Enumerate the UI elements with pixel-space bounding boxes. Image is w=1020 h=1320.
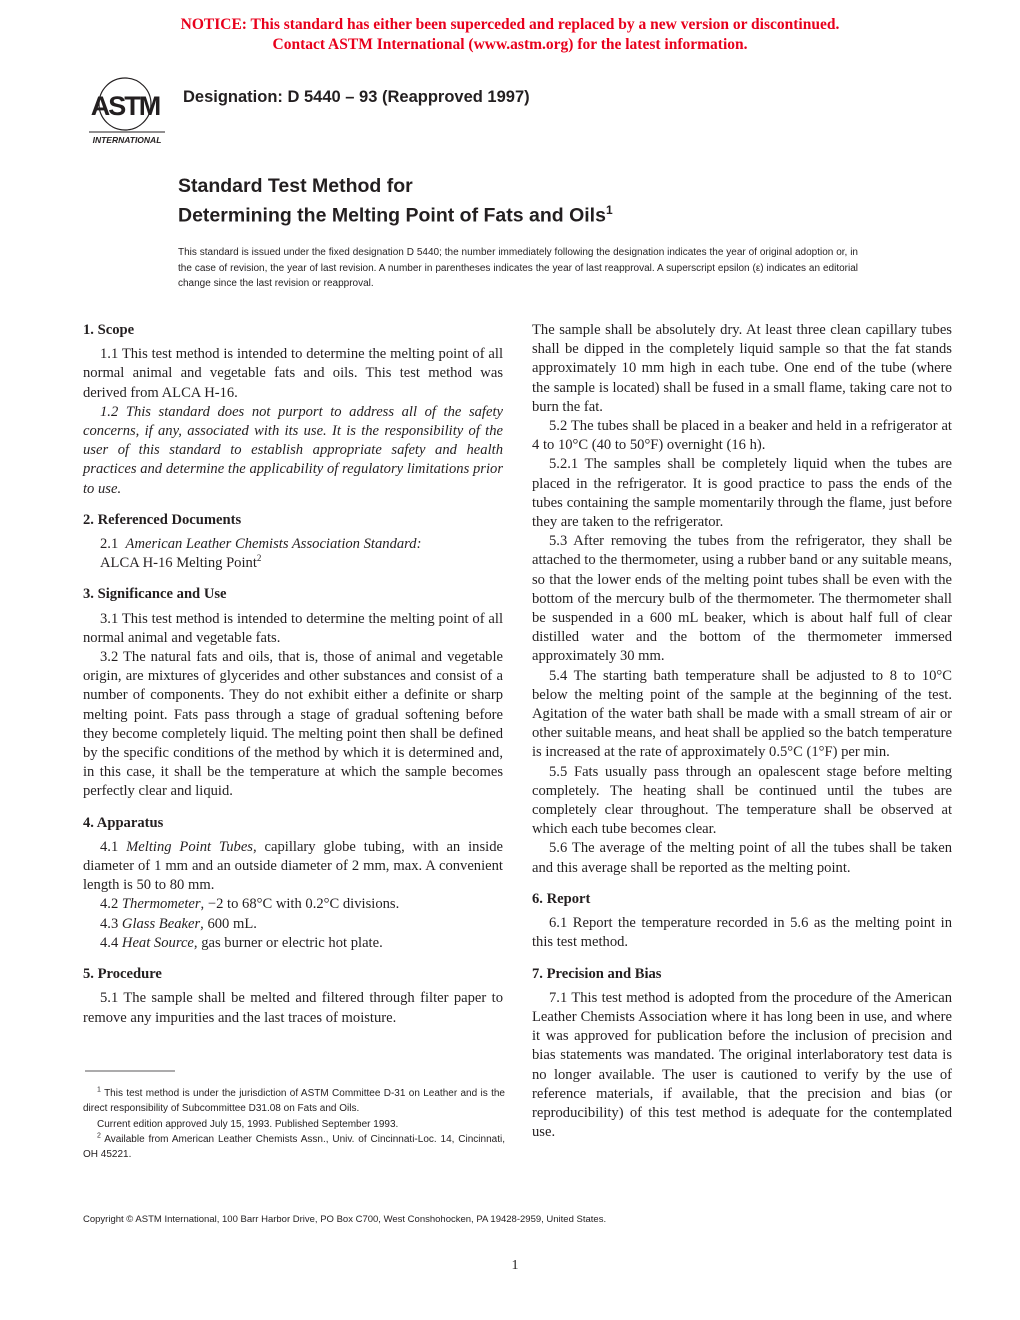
paragraph-italic: Melting Point Tubes [126, 838, 253, 855]
notice-line-2: Contact ASTM International (www.astm.org) for the latest information. [272, 36, 748, 53]
paragraph [83, 535, 503, 554]
section-heading: 7. Precision and Bias [532, 965, 662, 982]
copyright: Copyright © ASTM International, 100 Barr Harbor Drive, PO Box C700, West Conshohocken, PA 19428-2959, United States. [83, 1214, 607, 1225]
title-line-2 [178, 198, 613, 228]
notice-line-1: NOTICE: This standard has either been superceded and replaced by a new version or discontinued. [180, 16, 840, 33]
title-line-1: Standard Test Method for [178, 175, 413, 197]
paragraph-number: 4.2 [100, 896, 119, 913]
section-heading: 6. Report [532, 890, 591, 907]
paragraph-text: , −2 to 68°C with 0.2°C divisions. [200, 896, 400, 913]
paragraph [83, 934, 503, 953]
paragraph-text: , capillary globe tubing, with an inside diameter of 1 mm and an outside diameter of 2 mm, max. A convenient length is 50 to 80 mm. [83, 838, 503, 894]
paragraph [83, 838, 503, 896]
paragraph-italic: American Leather Chemists Association Standard: [125, 536, 422, 553]
document-title [178, 174, 613, 228]
paragraph-text: ALCA H-16 Melting Point [100, 555, 257, 572]
section-heading: 3. Significance and Use [83, 586, 227, 603]
paragraph: 1.1 This test method is intended to determine the melting point of all normal animal and vegetable fats and oils. This test method was derived from ALCA H-16. [83, 346, 503, 401]
footnote-mark: 1 [97, 1086, 101, 1094]
footnote-text: This test method is under the jurisdiction of ASTM Committee D-31 on Leather and is the direct responsibility of Subcommittee D31.08 on Fats and Oils. [83, 1088, 505, 1115]
paragraph-italic: 1.2 This standard does not purport to address all of the safety concerns, if any, associated with its use. It is the responsibility of the user of this standard to establish appropriate safety and health practices and determine the applicability of regulatory limitations prior to use. [83, 403, 503, 497]
paragraph-number: 4.4 [100, 934, 119, 951]
paragraph: 5.2.1 The samples shall be completely liquid when the tubes are placed in the refrigerator. It is good practice to pass the ends of the tubes containing the sample momentarily through the flame, just before they are taken to the refrigerator. [532, 456, 952, 531]
paragraph [83, 915, 503, 934]
paragraph-number: 4.1 [100, 838, 119, 855]
paragraph: 5.5 Fats usually pass through an opalescent stage before melting completely. The heating shall be continued until the tubes are completely clear throughout. The temperature shall be observed at which each tube becomes clear. [532, 763, 952, 838]
paragraph: 5.6 The average of the melting point of all the tubes shall be taken and this average shall be reported as the melting point. [532, 840, 952, 876]
section-heading: 2. Referenced Documents [83, 511, 242, 528]
paragraph-number: 2.1 [100, 536, 119, 553]
notice-banner [0, 15, 1020, 55]
paragraph: 3.1 This test method is intended to determine the melting point of all normal animal and vegetable fats. [83, 610, 503, 646]
paragraph [83, 554, 503, 573]
logo-caption: INTERNATIONAL [92, 135, 162, 145]
astm-logo [85, 74, 169, 148]
footnote: Current edition approved July 15, 1993. Published September 1993. [97, 1118, 399, 1130]
paragraph-text: , gas burner or electric hot plate. [193, 934, 383, 951]
left-column [83, 321, 503, 1028]
footnote-mark: 2 [97, 1132, 101, 1140]
paragraph [83, 895, 503, 914]
paragraph: 5.1 The sample shall be melted and filtered through filter paper to remove any impurities and the last traces of moisture. [83, 990, 503, 1026]
footnote-mark: 2 [256, 553, 262, 564]
title-footnote-mark: 1 [605, 203, 613, 217]
section-heading: 1. Scope [83, 322, 135, 338]
paragraph: 5.2 The tubes shall be placed in a beaker and held in a refrigerator at 4 to 10°C (40 to 50°F) overnight (16 h). [532, 418, 952, 454]
paragraph-number: 4.3 [100, 915, 119, 932]
page-number: 1 [511, 1258, 519, 1273]
paragraph: 6.1 Report the temperature recorded in 5.6 as the melting point in this test method. [532, 915, 952, 951]
footnote-text: Available from American Leather Chemists Assn., Univ. of Cincinnati-Loc. 14, Cincinnati, OH 45221. [83, 1133, 505, 1161]
section-heading: 5. Procedure [83, 966, 162, 983]
paragraph-italic: Glass Beaker [121, 915, 201, 932]
footnote [83, 1086, 505, 1117]
title-line-2-text: Determining the Melting Point of Fats and Oils [178, 204, 606, 227]
paragraph-italic: Heat Source [121, 934, 194, 951]
paragraph: 5.4 The starting bath temperature shall be adjusted to 8 to 10°C below the melting point of the sample at the beginning of the test. Agitation of the water bath shall be made with a small stream of air or other suitable means, and heat shall be applied so the batch temperature is increased at the rate of approximately 0.5°C (1°F) per min. [532, 667, 952, 761]
logo-letters: ASTM [90, 91, 160, 121]
astm-logo-icon [85, 74, 169, 148]
footnote-rule [85, 1070, 505, 1072]
footnote [83, 1132, 505, 1163]
right-column [532, 321, 952, 1142]
paragraph: 7.1 This test method is adopted from the procedure of the American Leather Chemists Association where it has long been in use, and where it was approved for publication before the inclusion of precision and bias statements was mandated. The original interlaboratory test data is no longer available. The user is cautioned to verify by the use of reference materials, if available, that the precision and bias (or reproducibility) of this test method is adequate for the contemplated use. [532, 989, 952, 1141]
section-heading: 4. Apparatus [83, 814, 164, 831]
paragraph: 3.2 The natural fats and oils, that is, those of animal and vegetable origin, are mixtures of glycerides and other substances and consist of a number of components. They do not exhibit either a definite or sharp melting point. Fats pass through a stage of gradual softening before they become completely liquid. The melting point then shall be defined by the specific conditions of the method by which it is determined and, in this case, it shall be the temperature at which the sample becomes perfectly clear and liquid. [83, 649, 503, 800]
footnotes [83, 1086, 505, 1162]
designation: Designation: D 5440 – 93 (Reapproved 1997) [183, 88, 530, 106]
paragraph [83, 403, 503, 499]
paragraph-italic: Thermometer [121, 896, 201, 913]
paragraph-text: , 600 mL. [200, 915, 257, 932]
paragraph: 5.3 After removing the tubes from the refrigerator, they shall be attached to the thermometer, using a rubber band or any suitable means, so that the lower ends of the melting point tubes shall be even with the bottom of the mercury bulb of the thermometer. The thermometer shall be suspended in a 600 mL beaker, which is about half full of clear distilled water and the bottom of the thermometer immersed approximately 30 mm. [532, 533, 952, 665]
paragraph: The sample shall be absolutely dry. At least three clean capillary tubes shall be dipped in the completely liquid sample so that the fat stands approximately 10 mm high in each tube. One end of the tube (where the sample is located) shall be fused in a small flame, taking care not to burn the fat. [532, 322, 952, 415]
preamble: This standard is issued under the fixed designation D 5440; the number immediately following the designation indicates the year of original adoption or, in the case of revision, the year of last revision. A number in parentheses indicates the year of last reapproval. A superscript epsilon (ε) indicates an editorial change since the last revision or reapproval. [178, 247, 858, 289]
